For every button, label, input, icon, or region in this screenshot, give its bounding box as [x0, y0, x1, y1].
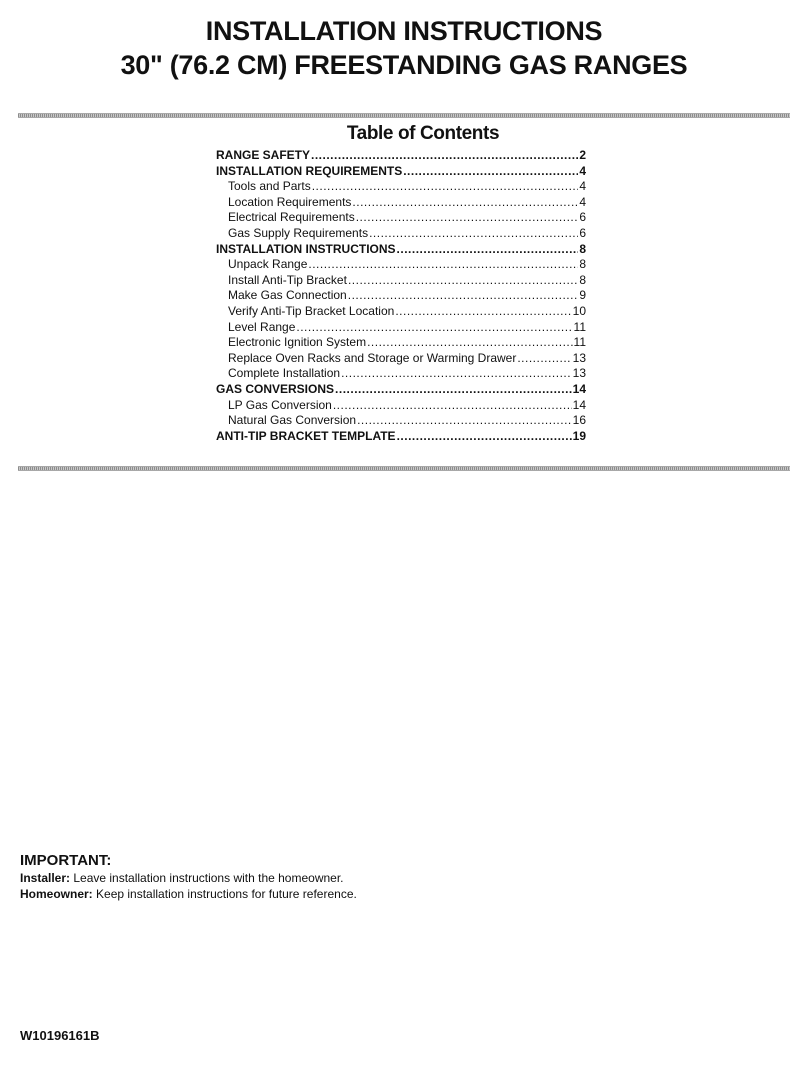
top-divider: [18, 113, 790, 118]
toc-dot-leader: [517, 351, 571, 367]
toc-entry-label: Gas Supply Requirements: [228, 225, 369, 240]
important-notice: [20, 852, 720, 902]
toc-dot-leader: [367, 335, 572, 351]
important-heading: IMPORTANT:: [20, 852, 112, 869]
table-of-contents: [216, 122, 586, 444]
toc-section-entry[interactable]: [216, 148, 586, 164]
toc-dot-leader: [356, 210, 579, 226]
toc-entry-page: 8: [579, 257, 586, 272]
toc-section-entry[interactable]: [216, 382, 586, 398]
toc-subsection-entry[interactable]: [216, 351, 586, 367]
toc-entry-page: 11: [573, 335, 586, 350]
toc-entry-label: RANGE SAFETY: [216, 148, 311, 162]
bottom-divider: [18, 466, 790, 471]
homeowner-label: Homeowner:: [20, 887, 93, 901]
toc-entry-label: Verify Anti-Tip Bracket Location: [228, 303, 395, 318]
toc-entry-page: 9: [579, 288, 586, 303]
toc-entry-label: Replace Oven Racks and Storage or Warming Drawer: [228, 350, 517, 365]
toc-entry-page: 13: [572, 350, 586, 365]
toc-entry-page: 19: [572, 428, 586, 443]
toc-dot-leader: [403, 164, 578, 180]
toc-subsection-entry[interactable]: [216, 320, 586, 336]
toc-section-entry[interactable]: [216, 429, 586, 445]
toc-dot-leader: [395, 304, 571, 320]
toc-entry-label: Level Range: [228, 319, 296, 334]
toc-subsection-entry[interactable]: [216, 226, 586, 242]
toc-subsection-entry[interactable]: [216, 179, 586, 195]
toc-entry-page: 14: [572, 397, 586, 412]
toc-entry-label: Tools and Parts: [228, 179, 311, 194]
toc-entry-label: INSTALLATION REQUIREMENTS: [216, 163, 403, 178]
toc-entry-page: 4: [579, 194, 586, 209]
toc-dot-leader: [348, 288, 579, 304]
toc-dot-leader: [333, 398, 572, 414]
toc-subsection-entry[interactable]: [216, 335, 586, 351]
toc-dot-leader: [397, 429, 572, 445]
toc-dot-leader: [311, 148, 578, 164]
toc-entry-label: Make Gas Connection: [228, 288, 347, 303]
toc-entry-label: Location Requirements: [228, 194, 352, 209]
document-title: [0, 14, 808, 82]
installer-text: Leave installation instructions with the homeowner.: [70, 871, 344, 885]
toc-entry-page: 10: [572, 303, 586, 318]
toc-section-entry[interactable]: [216, 242, 586, 258]
toc-entry-page: 14: [572, 381, 586, 396]
toc-subsection-entry[interactable]: [216, 210, 586, 226]
toc-subsection-entry[interactable]: [216, 304, 586, 320]
toc-subsection-entry[interactable]: [216, 195, 586, 211]
toc-dot-leader: [348, 273, 578, 289]
installer-note: [20, 870, 720, 886]
title-line-1: INSTALLATION INSTRUCTIONS: [205, 16, 603, 46]
toc-entry-label: GAS CONVERSIONS: [216, 381, 335, 396]
toc-dot-leader: [341, 366, 572, 382]
toc-dot-leader: [369, 226, 578, 242]
toc-entry-label: Complete Installation: [228, 366, 341, 381]
toc-entry-page: 4: [579, 179, 586, 194]
toc-entry-label: ANTI-TIP BRACKET TEMPLATE: [216, 428, 396, 443]
toc-entry-label: Electronic Ignition System: [228, 335, 367, 350]
title-line-2: 30" (76.2 CM) FREESTANDING GAS RANGES: [120, 50, 688, 80]
toc-entry-page: 8: [579, 272, 586, 287]
toc-entry-page: 4: [579, 163, 586, 178]
toc-entry-page: 2: [579, 148, 586, 162]
toc-subsection-entry[interactable]: [216, 288, 586, 304]
homeowner-note: [20, 886, 720, 902]
toc-subsection-entry[interactable]: [216, 398, 586, 414]
installer-label: Installer:: [20, 871, 71, 885]
toc-subsection-entry[interactable]: [216, 413, 586, 429]
toc-title: Table of Contents: [346, 123, 500, 144]
toc-dot-leader: [308, 257, 578, 273]
toc-subsection-entry[interactable]: [216, 257, 586, 273]
toc-dot-leader: [335, 382, 572, 398]
toc-entry-label: Unpack Range: [228, 257, 308, 272]
toc-entry-page: 11: [573, 319, 586, 334]
toc-entry-page: 16: [572, 413, 586, 428]
document-number: W10196161B: [20, 1028, 100, 1043]
homeowner-text: Keep installation instructions for future reference.: [92, 887, 357, 901]
toc-section-entry[interactable]: [216, 164, 586, 180]
toc-subsection-entry[interactable]: [216, 273, 586, 289]
toc-entry-page: 13: [572, 366, 586, 381]
toc-list: [216, 148, 586, 444]
toc-entry-page: 8: [579, 241, 586, 256]
toc-entry-label: Natural Gas Conversion: [228, 413, 357, 428]
toc-entry-label: INSTALLATION INSTRUCTIONS: [216, 241, 396, 256]
toc-entry-label: Install Anti-Tip Bracket: [228, 272, 347, 287]
toc-dot-leader: [312, 179, 579, 195]
toc-entry-page: 6: [579, 225, 586, 240]
toc-entry-label: Electrical Requirements: [228, 210, 355, 225]
toc-dot-leader: [296, 320, 572, 336]
toc-dot-leader: [397, 242, 579, 258]
toc-subsection-entry[interactable]: [216, 366, 586, 382]
toc-dot-leader: [352, 195, 578, 211]
toc-entry-label: LP Gas Conversion: [228, 397, 332, 412]
toc-dot-leader: [357, 413, 572, 429]
toc-entry-page: 6: [579, 210, 586, 225]
